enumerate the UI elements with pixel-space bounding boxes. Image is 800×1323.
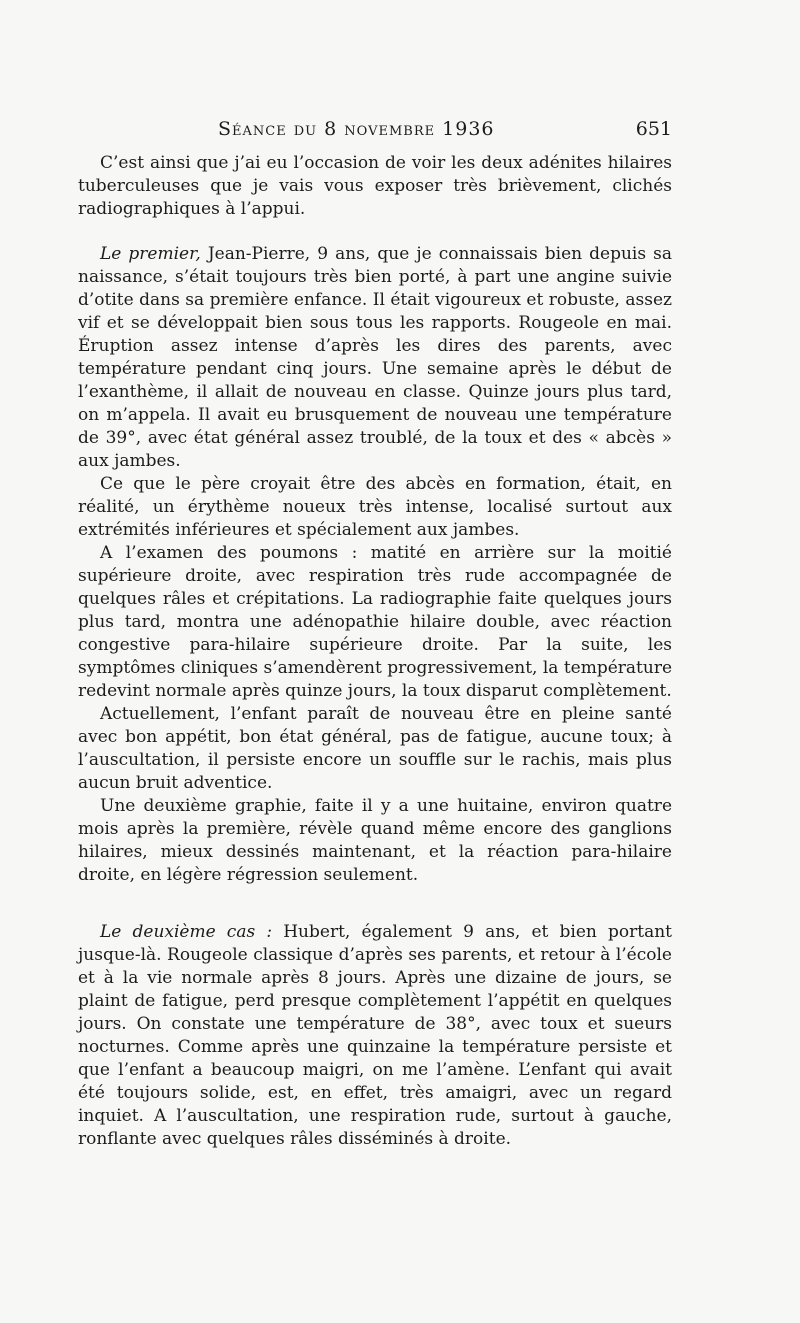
body-text	[78, 152, 672, 1151]
paragraph-second-graph: Une deuxième graphie, faite il y a une huitaine, environ quatre mois après la première, révèle quand même encore des ganglions hilaires, mieux dessinés maintenant, et la réaction para-hilaire droite, en légère régression seulement.	[78, 796, 672, 885]
paragraph-erythema: Ce que le père croyait être des abcès en formation, était, en réalité, un érythème noueux très intense, localisé surtout aux extrémités inférieures et spécialement aux jambes.	[78, 474, 672, 540]
page-number: 651	[635, 118, 672, 140]
running-head	[78, 118, 672, 144]
paragraph-current: Actuellement, l’enfant paraît de nouveau être en pleine santé avec bon appétit, bon état général, pas de fatigue, aucune toux; à l’auscultation, il persiste encore un souffle sur le rachis, mais plus aucun bruit adventice.	[78, 704, 672, 793]
paragraph-case-one: Le premier, Jean-Pierre, 9 ans, que je connaissais bien depuis sa naissance, s’était toujours très bien porté, à part une angine suivie d’otite dans sa première enfance. Il était vigoureux et robuste, assez vif et se développait bien sous tous les rapports. Rougeole en mai. Éruption assez intense d’après les dires des parents, avec température pendant cinq jours. Une semaine après le début de l’exanthème, il allait de nouveau en classe. Quinze jours plus tard, on m’appela. Il avait eu brusquement de nouveau une température de 39°, avec état général assez troublé, de la toux et des « abcès » aux jambes.	[78, 244, 672, 471]
paragraph-exam: A l’examen des poumons : matité en arrière sur la moitié supérieure droite, avec respiration très rude accompagnée de quelques râles et crépitations. La radiographie faite quelques jours plus tard, montra une adénopathie hilaire double, avec réaction congestive para-hilaire supérieure droite. Par la suite, les symptômes cliniques s’amendèrent progressivement, la température redevint normale après quinze jours, la toux disparut complètement.	[78, 543, 673, 701]
case-one-lead: Le premier,	[100, 244, 201, 264]
paragraph-case-two: Le deuxième cas : Hubert, également 9 ans, et bien portant jusque-là. Rougeole classique d’après ses parents, et retour à l’école et à la vie normale après 8 jours. Après une dizaine de jours, se plaint de fatigue, perd presque complètement l’appétit en quelques jours. On constate une température de 38°, avec toux et sueurs nocturnes. Comme après une quinzaine la température persiste et que l’enfant a beaucoup maigri, on me l’amène. L’enfant qui avait été toujours solide, est, en effet, très amaigri, avec un regard inquiet. A l’auscultation, une respiration rude, surtout à gauche, ronflante avec quelques râles disséminés à droite.	[78, 922, 672, 1149]
paragraph-intro: C’est ainsi que j’ai eu l’occasion de voir les deux adénites hilaires tuberculeuses que je vais vous exposer très brièvement, clichés radiographiques à l’appui.	[78, 153, 672, 219]
case-two-lead: Le deuxième cas :	[100, 922, 273, 942]
running-head-title: Séance du 8 novembre 1936	[218, 118, 495, 140]
